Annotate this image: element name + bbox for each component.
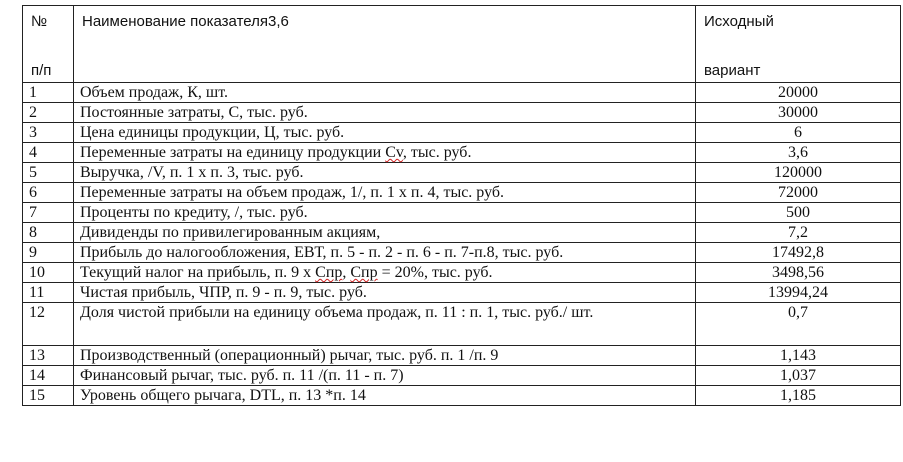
table-row (23, 303, 901, 346)
table-body (23, 6, 901, 406)
table-row (23, 263, 901, 283)
row-value: 72000 (696, 183, 901, 203)
row-name: Доля чистой прибыли на единицу объема продаж, п. 11 : п. 1, тыс. руб./ шт. (74, 303, 696, 346)
row-name: Выручка, /V, п. 1 х п. 3, тыс. руб. (74, 163, 696, 183)
spellcheck-word: Cv (385, 144, 403, 161)
row-value: 1,185 (696, 386, 901, 406)
row-num: 13 (23, 346, 74, 366)
row-num: 2 (23, 103, 74, 123)
row-value: 20000 (696, 83, 901, 103)
row-value: 6 (696, 123, 901, 143)
row-name: Переменные затраты на объем продаж, 1/, п. 1 х п. 4, тыс. руб. (74, 183, 696, 203)
header-row (23, 6, 901, 83)
table-row (23, 386, 901, 406)
row-value: 500 (696, 203, 901, 223)
table-row (23, 243, 901, 263)
row-num: 14 (23, 366, 74, 386)
header-value-top: Исходный (704, 13, 774, 30)
row-num: 9 (23, 243, 74, 263)
row-name: Дивиденды по привилегированным акциям, (74, 223, 696, 243)
row-name: Прибыль до налогообложения, ЕВТ, п. 5 - п. 2 - п. 6 - п. 7-п.8, тыс. руб. (74, 243, 696, 263)
table-row (23, 103, 901, 123)
row-num: 7 (23, 203, 74, 223)
row-name: Финансовый рычаг, тыс. руб. п. 11 /(п. 11 - п. 7) (74, 366, 696, 386)
table-row (23, 366, 901, 386)
header-num-bottom: п/п (31, 62, 52, 79)
table-row (23, 83, 901, 103)
spellcheck-word: Cпр (315, 264, 343, 281)
row-num: 5 (23, 163, 74, 183)
row-num: 12 (23, 303, 74, 346)
row-name: Постоянные затраты, С, тыс. руб. (74, 103, 696, 123)
row-value: 120000 (696, 163, 901, 183)
row-value: 0,7 (696, 303, 901, 346)
table-row (23, 283, 901, 303)
row-value: 30000 (696, 103, 901, 123)
table-row (23, 163, 901, 183)
row-name: Производственный (операционный) рычаг, тыс. руб. п. 1 /п. 9 (74, 346, 696, 366)
header-num-cell (23, 6, 74, 83)
table-row (23, 346, 901, 366)
row-num: 10 (23, 263, 74, 283)
row-value: 13994,24 (696, 283, 901, 303)
row-value: 1,037 (696, 366, 901, 386)
table-row (23, 223, 901, 243)
row-name: Текущий налог на прибыль, п. 9 х Cпр, Cпр = 20%, тыс. руб. (74, 263, 696, 283)
row-name: Уровень общего рычага, DTL, п. 13 *п. 14 (74, 386, 696, 406)
header-value-cell (696, 6, 901, 83)
row-num: 1 (23, 83, 74, 103)
table-row (23, 123, 901, 143)
row-num: 8 (23, 223, 74, 243)
table-row (23, 183, 901, 203)
row-name: Переменные затраты на единицу продукции Cv, тыс. руб. (74, 143, 696, 163)
row-value: 7,2 (696, 223, 901, 243)
header-num-top: № (31, 13, 48, 30)
row-num: 4 (23, 143, 74, 163)
row-num: 15 (23, 386, 74, 406)
row-name: Цена единицы продукции, Ц, тыс. руб. (74, 123, 696, 143)
header-name-cell (74, 6, 696, 83)
row-value: 3498,56 (696, 263, 901, 283)
table-row (23, 203, 901, 223)
table-row (23, 143, 901, 163)
row-name: Проценты по кредиту, /, тыс. руб. (74, 203, 696, 223)
row-name: Чистая прибыль, ЧПР, п. 9 - п. 9, тыс. руб. (74, 283, 696, 303)
row-name: Объем продаж, К, шт. (74, 83, 696, 103)
row-num: 11 (23, 283, 74, 303)
header-name: Наименование показателя3,6 (82, 13, 289, 30)
row-num: 3 (23, 123, 74, 143)
indicator-table (22, 5, 901, 406)
row-value: 1,143 (696, 346, 901, 366)
row-value: 17492,8 (696, 243, 901, 263)
row-num: 6 (23, 183, 74, 203)
row-value: 3,6 (696, 143, 901, 163)
spellcheck-word: Cпр (350, 264, 378, 281)
header-value-bottom: вариант (704, 62, 761, 79)
